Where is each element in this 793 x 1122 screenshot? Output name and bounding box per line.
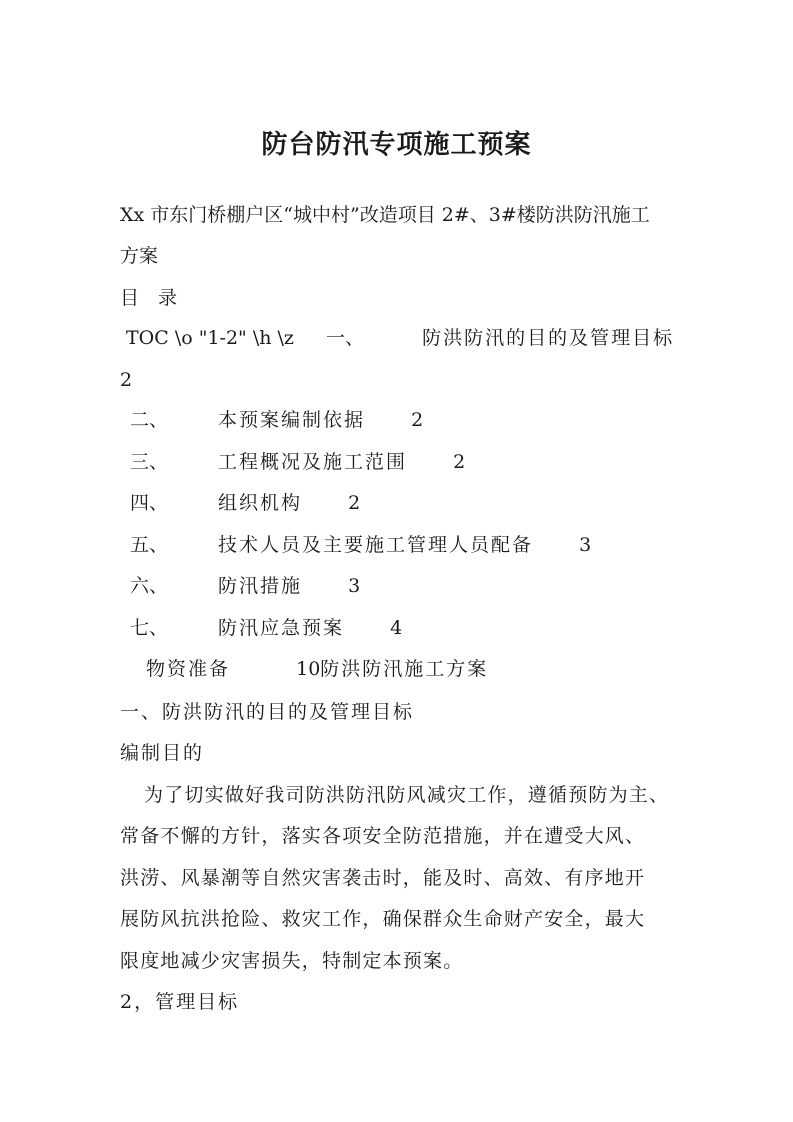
toc-item-8 bbox=[146, 656, 488, 682]
toc-item-text: 技术人员及主要施工管理人员配备 bbox=[218, 534, 534, 556]
toc-item-num: 七、 bbox=[130, 617, 169, 639]
toc-item-text: 工程概况及施工范围 bbox=[218, 451, 408, 473]
toc-item-num: 三、 bbox=[130, 451, 169, 473]
toc-item-page: 10 bbox=[296, 658, 321, 680]
toc-item-text: 本预案编制依据 bbox=[218, 409, 366, 431]
toc-item-page: 2 bbox=[453, 451, 466, 473]
subsection-1-heading: 编制目的 bbox=[120, 742, 205, 764]
toc-item-1 bbox=[126, 325, 674, 351]
toc-item-text: 防汛应急预案 bbox=[218, 617, 345, 639]
toc-item-page: 2 bbox=[411, 409, 424, 431]
toc-item-text: 物资准备 bbox=[146, 658, 231, 680]
project-name-line2: 方案 bbox=[120, 245, 159, 267]
toc-item-page: 4 bbox=[390, 617, 403, 639]
paragraph-line-5: 限度地减少灾害损失，特制定本预案。 bbox=[120, 950, 464, 972]
toc-item-num: 一、 bbox=[326, 327, 365, 349]
toc-item-5 bbox=[130, 532, 591, 558]
toc-item-page: 3 bbox=[579, 534, 592, 556]
paragraph-line-1: 为了切实做好我司防洪防汛防风减灾工作，遵循预防为主、 bbox=[144, 784, 670, 806]
section-1-heading: 一、防洪防汛的目的及管理目标 bbox=[120, 701, 415, 723]
toc-item-text: 防汛措施 bbox=[218, 575, 303, 597]
toc-item-text: 组织机构 bbox=[218, 492, 303, 514]
document-title: 防台防汛专项施工预案 bbox=[261, 130, 532, 160]
toc-item-num: 五、 bbox=[130, 534, 169, 556]
toc-item-page: 2 bbox=[348, 492, 361, 514]
toc-item-num: 六、 bbox=[130, 575, 169, 597]
toc-item-6 bbox=[130, 573, 360, 599]
toc-item-4 bbox=[130, 490, 360, 516]
paragraph-line-4: 展防风抗洪抢险、救灾工作，确保群众生命财产安全，最大 bbox=[120, 908, 646, 930]
toc-item-2 bbox=[130, 407, 423, 433]
paragraph-line-2: 常备不懈的方针，落实各项安全防范措施，并在遭受大风、 bbox=[120, 825, 646, 847]
toc-item-1-page: 2 bbox=[120, 369, 133, 391]
toc-item-7 bbox=[130, 615, 402, 641]
toc-item-text: 防洪防汛的目的及管理目标 bbox=[422, 327, 675, 349]
toc-heading: 目 录 bbox=[120, 287, 178, 309]
toc-field-code: TOC \o "1-2" \h \z bbox=[126, 327, 294, 349]
toc-item-num: 四、 bbox=[130, 492, 169, 514]
toc-item-num: 二、 bbox=[130, 409, 169, 431]
paragraph-line-3: 洪涝、风暴潮等自然灾害袭击时，能及时、高效、有序地开 bbox=[120, 867, 646, 889]
project-name-line1: Xx 市东门桥棚户区“城中村”改造项目 2#、3#楼防洪防汛施工 bbox=[120, 204, 650, 226]
subsection-2-heading: 2，管理目标 bbox=[120, 991, 240, 1013]
toc-item-3 bbox=[130, 449, 465, 475]
toc-item-page: 3 bbox=[348, 575, 361, 597]
document-heading-inline: 防洪防汛施工方案 bbox=[320, 658, 489, 680]
